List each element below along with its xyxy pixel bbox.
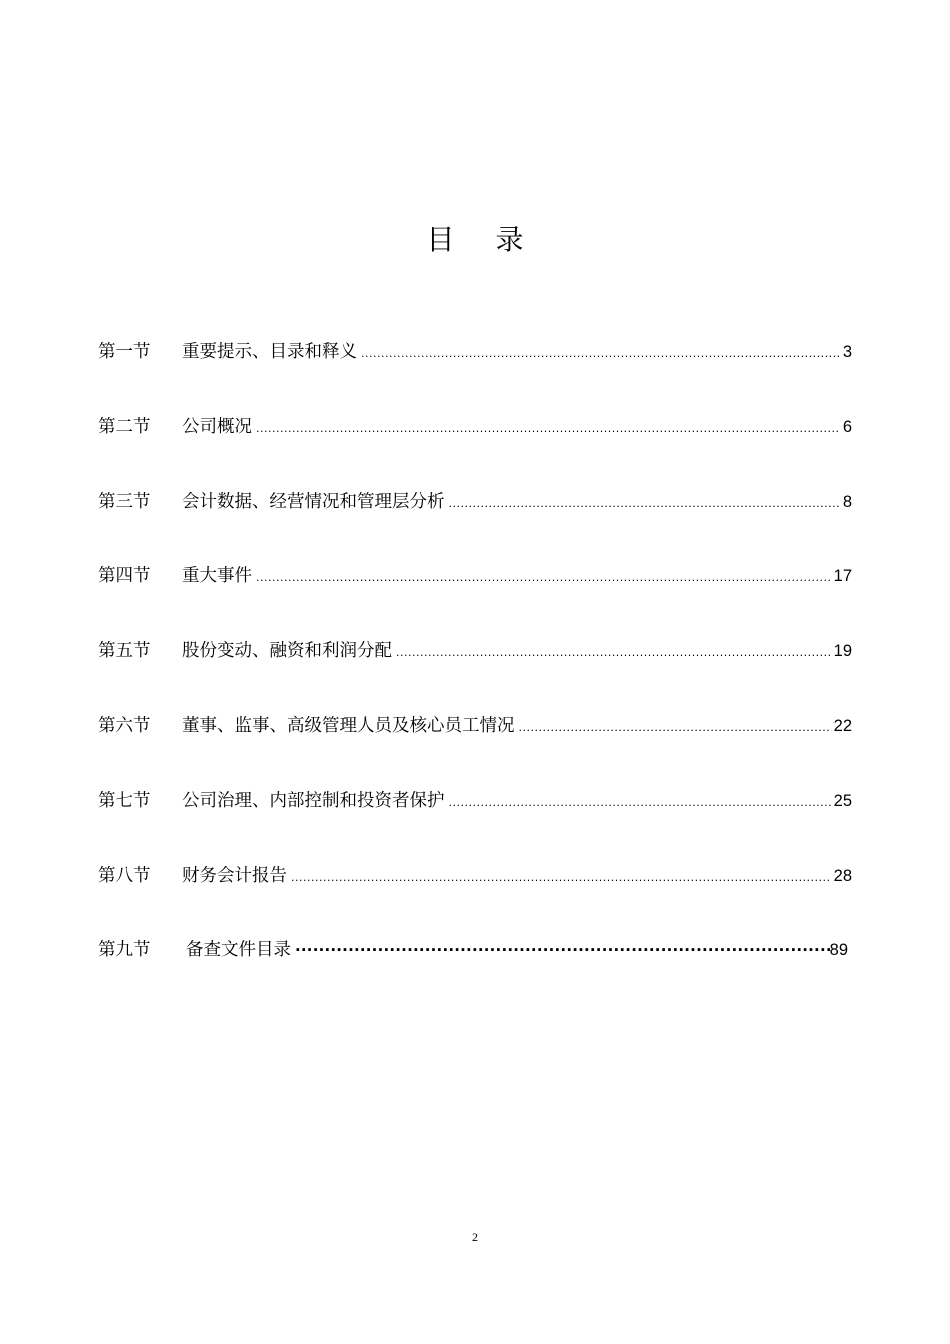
toc-dot-leader [256, 560, 831, 596]
toc-section-number: 第一节 [98, 342, 151, 362]
toc-section-title: 备查文件目录 [186, 940, 291, 961]
toc-entry[interactable] [98, 633, 852, 708]
toc-section-number: 第六节 [98, 715, 151, 736]
toc-section-number: 第九节 [98, 940, 151, 961]
toc-section-title: 重要提示、目录和释义 [182, 342, 357, 362]
toc-page-number: 8 [842, 492, 852, 511]
toc-section-title: 公司概况 [182, 416, 252, 437]
toc-entry[interactable] [98, 409, 852, 484]
toc-page-number: 28 [833, 866, 852, 885]
toc-section-number: 第三节 [98, 491, 151, 512]
toc-dot-leader [256, 411, 840, 447]
toc-section-number: 第七节 [98, 790, 151, 811]
toc-dot-leader [519, 710, 831, 746]
toc-page-number: 89 [829, 941, 848, 960]
toc-section-title: 财务会计报告 [182, 865, 287, 886]
toc-section-number: 第四节 [98, 566, 151, 587]
toc-section-number: 第八节 [98, 865, 151, 886]
toc-dot-leader [295, 932, 830, 968]
toc-section-title: 重大事件 [182, 566, 252, 587]
toc-page-number: 17 [833, 567, 852, 586]
toc-entry[interactable] [98, 334, 852, 409]
toc-section-title: 董事、监事、高级管理人员及核心员工情况 [182, 715, 515, 736]
toc-page-number: 3 [842, 343, 852, 361]
toc-section-title: 股份变动、融资和利润分配 [182, 641, 392, 662]
toc-dot-leader [449, 486, 840, 522]
toc-entry[interactable] [98, 558, 852, 633]
toc-page-number: 6 [842, 417, 852, 436]
toc-page-number: 25 [833, 791, 852, 810]
toc-section-number: 第五节 [98, 641, 151, 662]
toc-entry[interactable] [98, 932, 852, 1007]
toc-section-number: 第二节 [98, 416, 151, 437]
toc-page-number: 22 [833, 716, 852, 735]
toc-page-number: 19 [833, 642, 852, 661]
toc-section-title: 公司治理、内部控制和投资者保护 [182, 790, 445, 811]
page-footer-number: 2 [472, 1230, 478, 1244]
toc-dot-leader [396, 635, 831, 671]
toc-entry[interactable] [98, 858, 852, 933]
toc-entry[interactable] [98, 783, 852, 858]
toc-dot-leader [449, 785, 831, 821]
toc-entry[interactable] [98, 484, 852, 559]
table-of-contents [98, 334, 852, 1007]
toc-dot-leader [291, 860, 831, 896]
page-title: 目 录 [426, 223, 540, 256]
toc-dot-leader [361, 336, 840, 372]
toc-entry[interactable] [98, 708, 852, 783]
toc-section-title: 会计数据、经营情况和管理层分析 [182, 491, 445, 512]
